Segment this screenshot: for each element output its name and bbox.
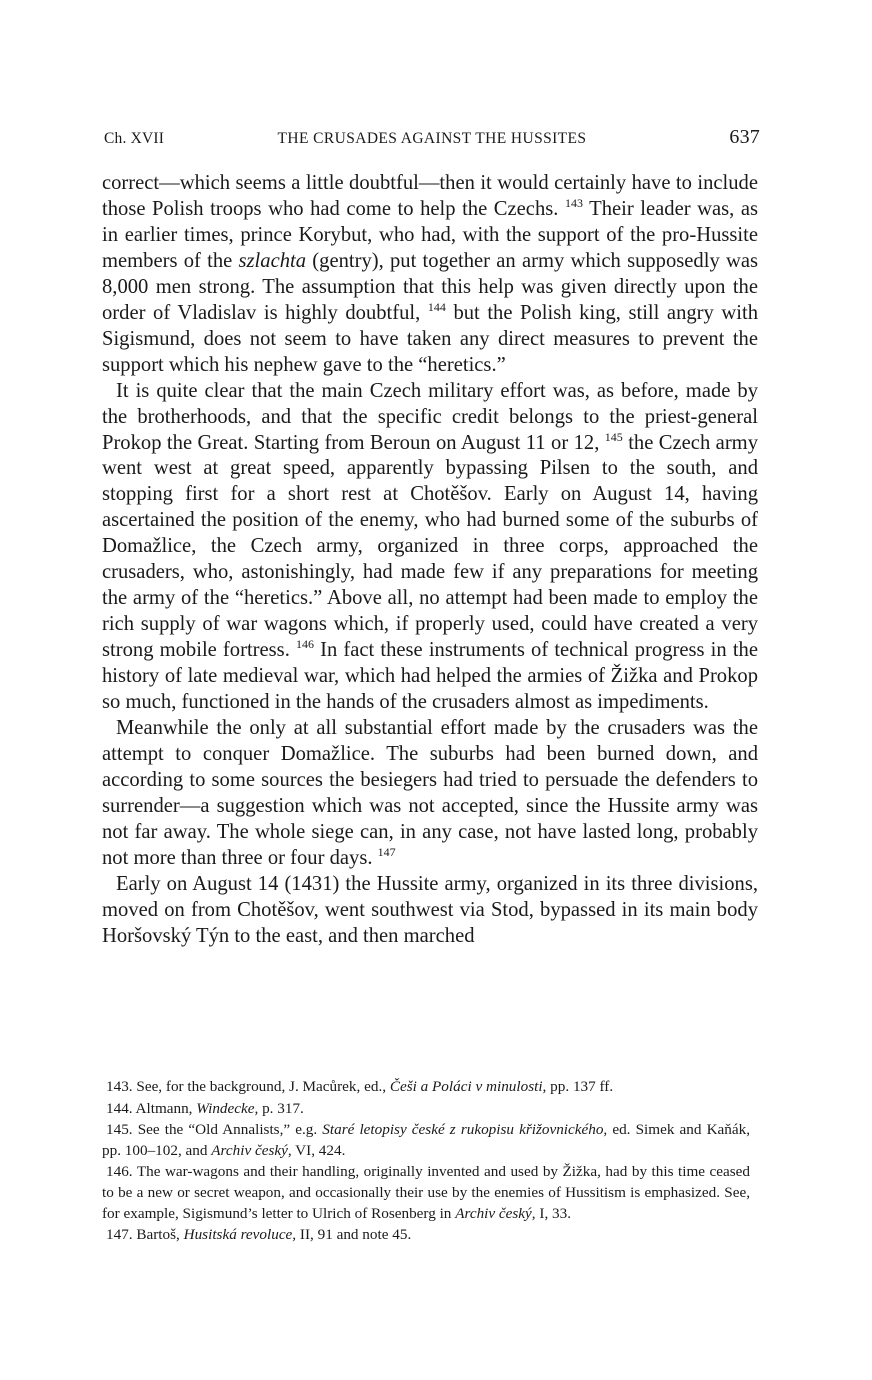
footnote-title: Češi a Poláci v minulosti, [389, 1078, 547, 1095]
footnote-text: pp. 137 ff. [546, 1078, 614, 1095]
text-run: but the Polish king, still angry with Sigismund, does not seem to have taken any direct measures to prevent the support which his nephew gave to the “heretics.” [102, 301, 758, 376]
footnote-ref-144: 144 [427, 299, 446, 314]
text-run: correct—which seems a little doubtful—then it would certainly have to include those Polish troops who had come to help the Czechs. [102, 172, 758, 220]
text-run: (gentry), put together an army which supposedly was 8,000 men strong. The assumption that this help was given directly upon the order of Vladislav is highly doubtful, [102, 249, 759, 324]
chapter-label: Ch. XVII [104, 130, 165, 147]
footnote-text: Altmann, [132, 1099, 197, 1117]
footnote-number: 147. [106, 1226, 133, 1244]
text-run: the Czech army went west at great speed, apparently bypassing Pilsen to the south, and stopping first for a short rest at Chotěšov. Early on August 14, having ascertained the position of the enemy, who had burned some of the suburbs of Domažlice, the Czech army, organized in three corps, approached the crusaders, who, astonishingly, had made few if any preparations for meeting the army of the “heretics.” Above all, no attempt had been made to employ the rich supply of war wagons which, if properly used, could have created a very strong mobile fortress. [102, 431, 758, 662]
footnote-title: Archiv český, [211, 1141, 292, 1159]
footnote-ref-146: 146 [295, 637, 314, 652]
paragraph-4 [102, 872, 758, 950]
footnote-title: Archiv český, [455, 1204, 536, 1222]
footnote-number: 144. [106, 1099, 133, 1117]
footnote-ref-145: 145 [604, 429, 623, 444]
footnote-text: See, for the background, J. Macůrek, ed., [132, 1078, 390, 1095]
text-run: Meanwhile the only at all substantial effort made by the crusaders was the attempt to conquer Domažlice. The suburbs had been burned down, and according to some sources the besiegers had tried to persuade the defenders to surrender—a suggestion which was not accepted, since the Hussite army was not far away. The whole siege can, in any case, not have lasted long, probably not more than three or four days. [102, 717, 758, 869]
footnote-text: VI, 424. [291, 1141, 346, 1159]
footnote-number: 143. [106, 1078, 133, 1095]
footnote-text: The war-wagons and their handling, originally invented and used by Žižka, had by this time ceased to be a new or secret weapon, and occasionally their use by the enemies of Hussitism is emphasized. See, for example, Sigismund’s letter to Ulrich of Rosenberg in [102, 1163, 750, 1222]
text-run: It is quite clear that the main Czech military effort was, as before, made by the brotherhoods, and that the specific credit belongs to the priest-general Prokop the Great. Starting from Beroun on August 11 or 12, [102, 379, 758, 454]
footnote-text: See the “Old Annalists,” e.g. [132, 1121, 323, 1139]
text-run: In fact these instruments of technical progress in the history of late medieval war, which had helped the armies of Žižka and Prokop so much, functioned in the hands of the crusaders almost as impediments. [102, 639, 758, 714]
footnote-title: Windecke, [196, 1099, 259, 1117]
text-run: Early on August 14 (1431) the Hussite army, organized in its three divisions, moved on from Chotěšov, went southwest via Stod, bypassed in its main body Horšovský Týn to the east, and then marched [102, 872, 758, 947]
footnote-ref-147: 147 [377, 844, 396, 859]
footnote-text: ed. Simek and Kaňák, pp. 100–102, and [102, 1121, 751, 1159]
footnote-146 [102, 1162, 750, 1224]
footnote-text: p. 317. [258, 1099, 304, 1117]
paragraph-1 [102, 171, 758, 379]
footnote-143 [102, 1077, 750, 1098]
paragraph-3 [102, 716, 758, 872]
footnote-text: I, 33. [535, 1204, 572, 1222]
text-run: Their leader was, as in earlier times, prince Korybut, who had, with the support of the pro-Hussite members of the [102, 197, 758, 272]
italic-term: szlachta [238, 249, 307, 272]
footnotes [102, 1077, 750, 1246]
paragraph-2 [102, 379, 758, 716]
footnote-title: Husitská revoluce, [183, 1226, 297, 1244]
footnote-ref-143: 143 [564, 195, 583, 210]
footnote-text: Bartoš, [132, 1226, 184, 1244]
footnote-145 [102, 1120, 750, 1161]
running-title: THE CRUSADES AGAINST THE HUSSITES [277, 130, 587, 147]
running-head [104, 126, 760, 152]
footnote-147 [102, 1225, 750, 1246]
footnote-number: 146. [106, 1163, 133, 1181]
page-number: 637 [729, 126, 760, 148]
footnote-144 [102, 1099, 750, 1120]
footnote-title: Staré letopisy české z rukopisu křižovnického, [322, 1121, 608, 1139]
footnote-text: II, 91 and note 45. [296, 1226, 412, 1244]
main-text [102, 171, 758, 950]
footnote-number: 145. [106, 1121, 133, 1139]
